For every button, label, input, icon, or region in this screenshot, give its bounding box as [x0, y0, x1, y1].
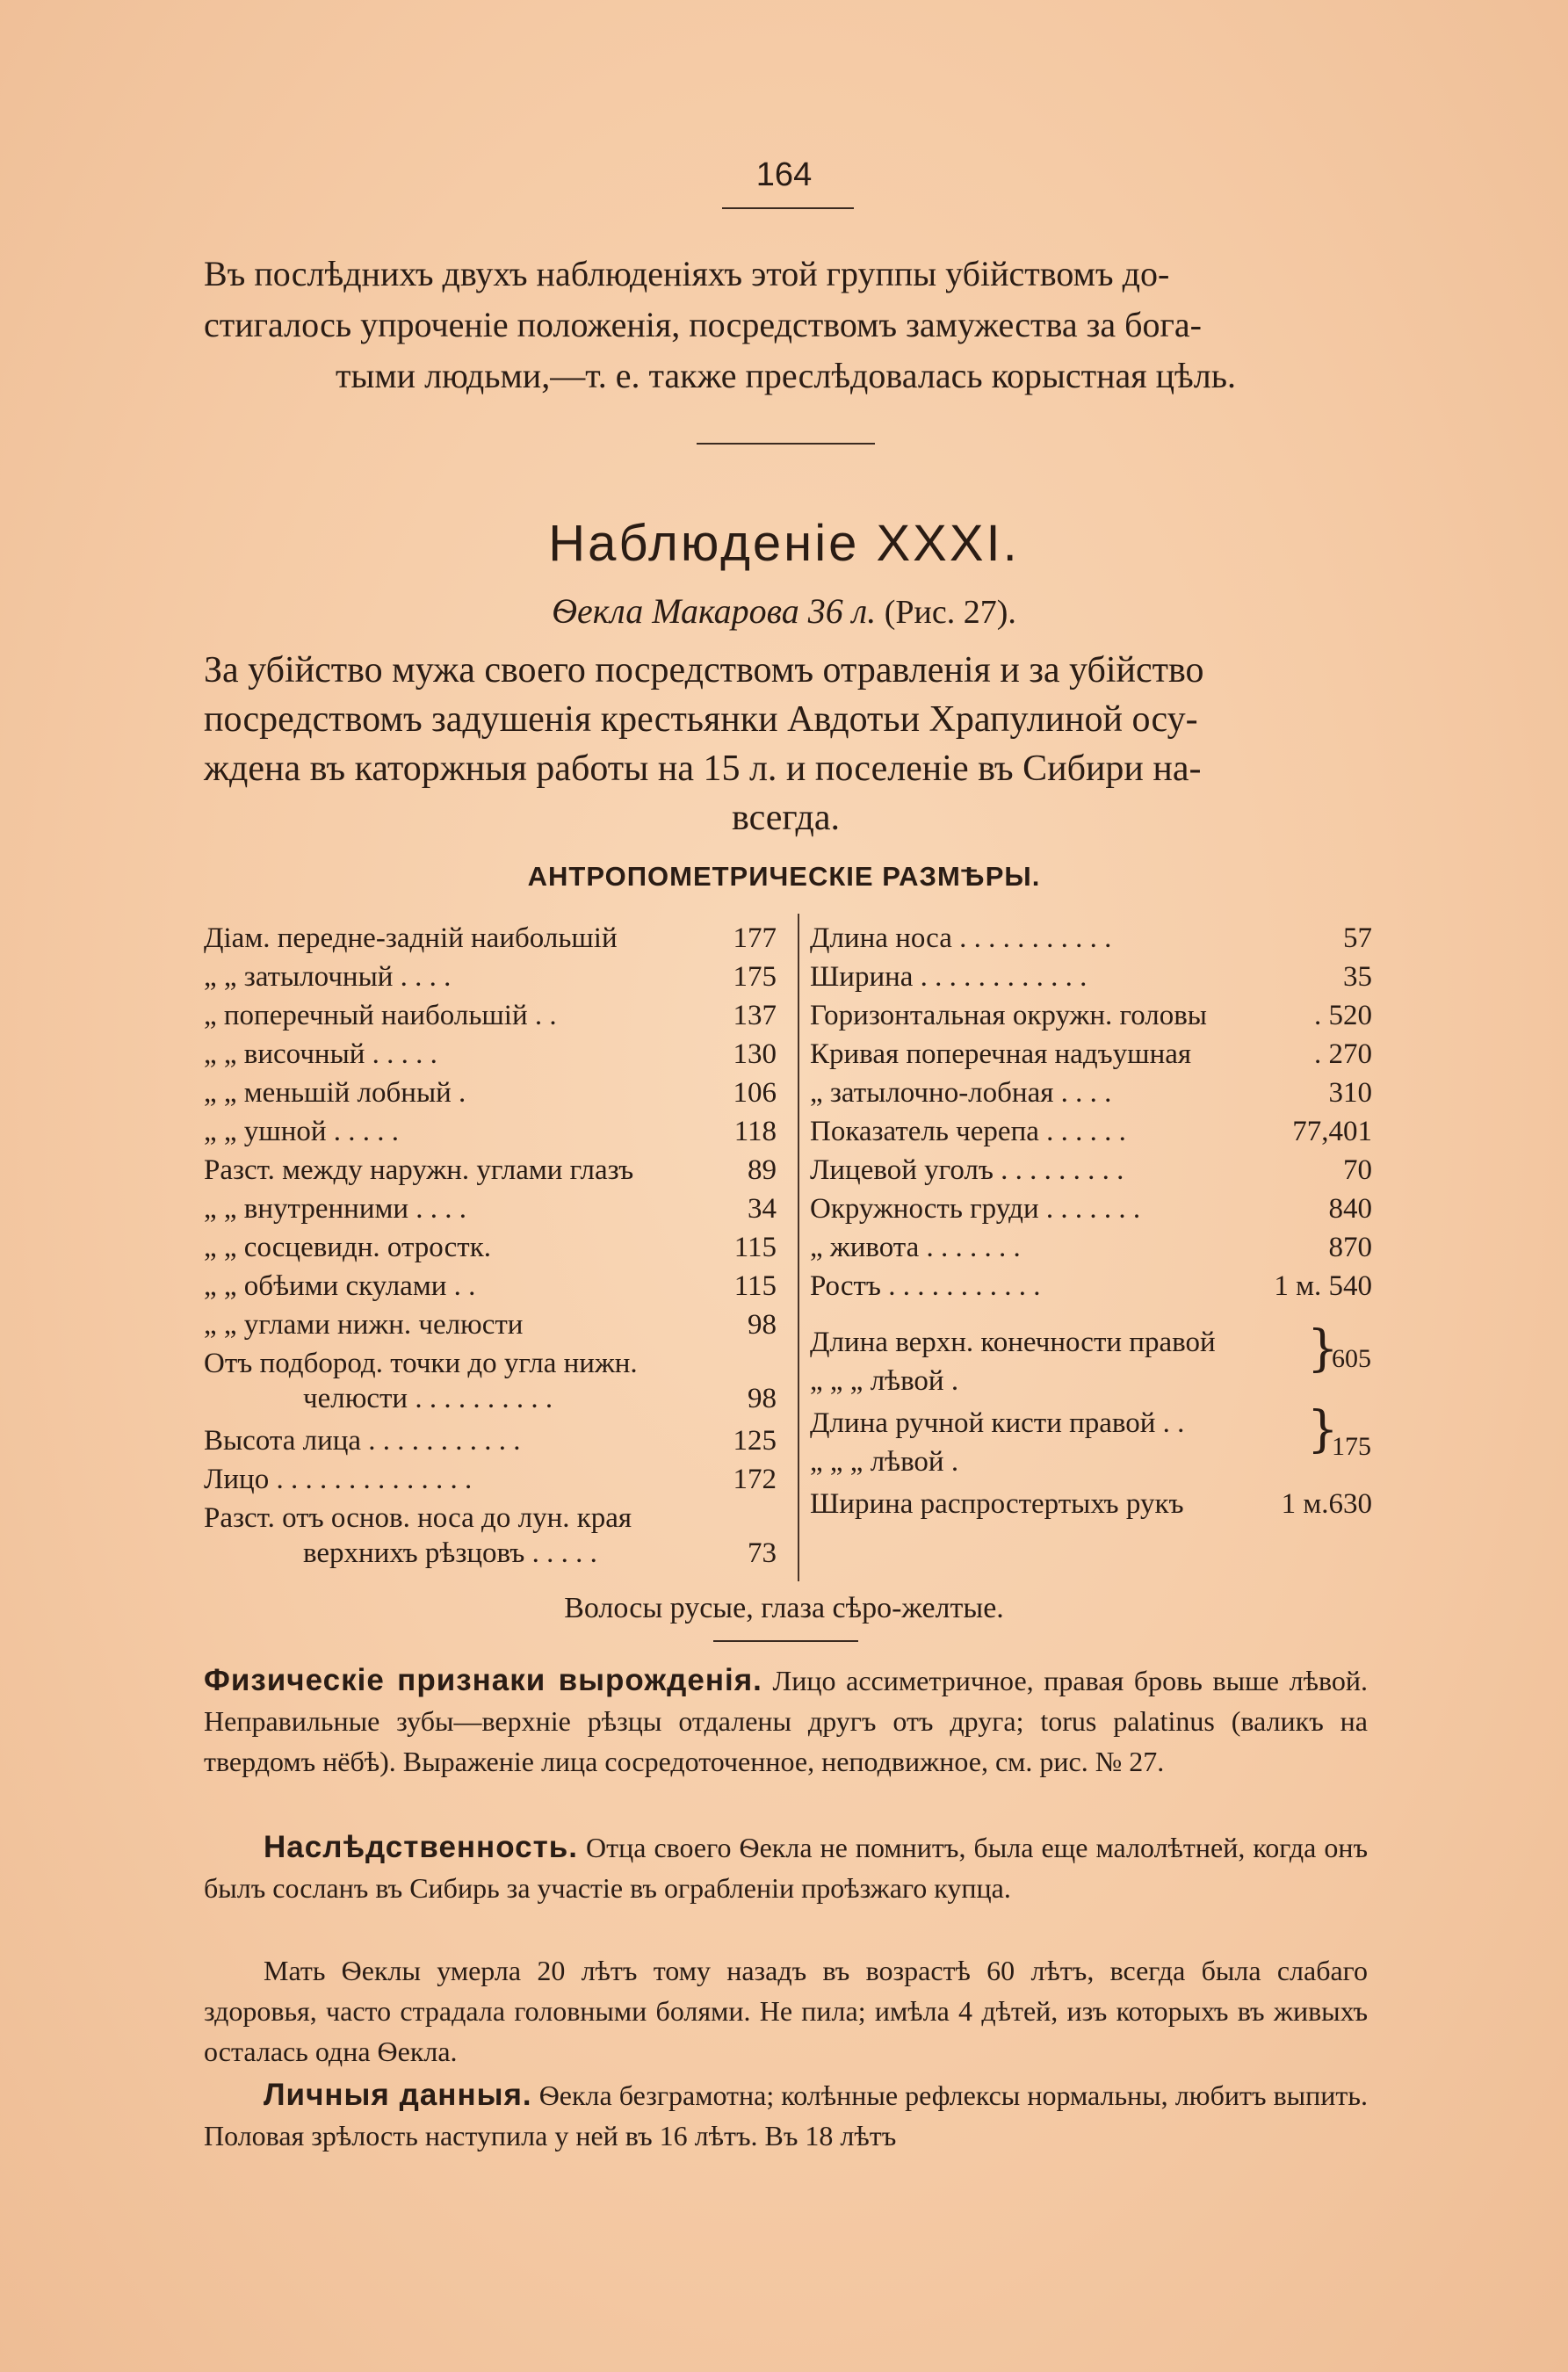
measurement-row: „ „ затылочный . . . . 175	[204, 961, 777, 993]
measurement-row: „ „ височный . . . . . 130	[204, 1038, 777, 1070]
measurement-row: „ „ обѣими скулами . . 115	[204, 1270, 777, 1302]
intro-line: Въ послѣднихъ двухъ наблюденіяхъ этой группы убійствомъ до-	[204, 254, 1170, 293]
section-text: Мать Ѳеклы умерла 20 лѣтъ тому назадъ въ возрастѣ 60 лѣтъ, всегда была слабаго здоровья, часто страдала головными болями. Не пила; имѣла 4 дѣтей, изъ которыхъ въ живыхъ осталась одна Ѳекла.	[204, 1955, 1368, 2067]
verdict-line: всегда.	[731, 798, 841, 838]
brace-hand-length: }	[1307, 1401, 1339, 1458]
measurement-row: Ширина . . . . . . . . . . . . 35	[810, 961, 1372, 993]
measurement-row: челюсти . . . . . . . . . . 98	[303, 1383, 777, 1414]
measurement-row: Длина ручной кисти правой . .	[810, 1407, 1185, 1439]
intro-line: стигалось упроченіе положенія, посредствомъ замужества за бога-	[204, 305, 1202, 344]
measurement-row: Ширина распростертыхъ рукъ 1 м.630	[810, 1488, 1372, 1520]
page-number-rule	[722, 207, 854, 209]
mother-paragraph	[204, 1950, 1368, 2072]
verdict-line: посредствомъ задушенія крестьянки Авдотьи Храпулиной осу-	[204, 699, 1198, 740]
degeneration-paragraph	[204, 1660, 1368, 1782]
measurements-heading: АНТРОПОМЕТРИЧЕСКІЕ РАЗМѢРЫ.	[527, 861, 1041, 892]
measurement-row: Показатель черепа . . . . . . 77,401	[810, 1116, 1372, 1147]
measurement-row: „ затылочно-лобная . . . . 310	[810, 1077, 1372, 1109]
measurement-row: верхнихъ рѣзцовъ . . . . . 73	[303, 1537, 777, 1569]
personal-paragraph	[204, 2075, 1368, 2156]
measurement-row: Горизонтальная окружн. головы . 520	[810, 1000, 1372, 1031]
measurement-row: „ „ „ лѣвой .	[810, 1365, 959, 1397]
verdict-line: ждена въ каторжныя работы на 15 л. и поселеніе въ Сибири на-	[204, 748, 1202, 789]
section-lead: Физическіе признаки вырожденія.	[204, 1663, 762, 1697]
figure-reference: (Рис. 27).	[884, 594, 1016, 631]
measurement-row: Разст. отъ основ. носа до лун. края	[204, 1502, 632, 1534]
hair-eyes-note: Волосы русые, глаза сѣро-желтые.	[564, 1592, 1004, 1624]
measurement-row: „ „ ушной . . . . . 118	[204, 1116, 777, 1147]
heredity-paragraph	[204, 1827, 1368, 1908]
measurement-row: „ „ сосцевидн. отростк. 115	[204, 1232, 777, 1263]
section-text: Лицо ассиметричное, правая бровь выше лѣвой. Неправильные зубы—верхніе рѣзцы отдалены другъ отъ друга; torus palatinus (валикъ на твердомъ нёбѣ). Выраженіе лица сосредоточенное, неподвижное, см. рис. № 27.	[204, 1665, 1369, 1777]
measurement-row: Длина верхн. конечности правой	[810, 1327, 1216, 1358]
section-lead: Наслѣдственность.	[264, 1830, 578, 1864]
measurement-row: Ростъ . . . . . . . . . . . 1 м. 540	[810, 1270, 1372, 1302]
measurement-row: Высота лица . . . . . . . . . . . 125	[204, 1425, 777, 1457]
verdict-line: За убійство мужа своего посредствомъ отравленія и за убійство	[204, 650, 1204, 691]
measurement-row: „ „ внутренними . . . . 34	[204, 1193, 777, 1225]
measurement-row: Длина носа . . . . . . . . . . . 57	[810, 922, 1372, 954]
section-lead: Личныя данныя.	[264, 2078, 532, 2112]
measurement-row: Лицевой уголъ . . . . . . . . . 70	[810, 1154, 1372, 1186]
measurement-row: „ „ меньшій лобный . 106	[204, 1077, 777, 1109]
verdict-paragraph	[204, 646, 1368, 842]
subject-name: Ѳекла Макарова 36 л.	[552, 591, 877, 631]
section-text: Ѳекла безграмотна; колѣнные рефлексы нормальны, любитъ выпить. Половая зрѣлость наступила у ней въ 16 лѣтъ. Въ 18 лѣтъ	[204, 2079, 1369, 2151]
intro-paragraph	[204, 249, 1368, 401]
section-text: Отца своего Ѳекла не помнитъ, была еще малолѣтней, когда онъ былъ сосланъ въ Сибирь за участіе въ ограбленіи проѣзжаго купца.	[204, 1832, 1369, 1904]
measurement-row: Окружность груди . . . . . . . 840	[810, 1193, 1372, 1225]
hand-length-value: 175	[1332, 1432, 1371, 1461]
section-divider	[697, 443, 875, 445]
column-divider	[798, 914, 799, 1581]
measurement-row: „ „ углами нижн. челюсти 98	[204, 1309, 777, 1341]
arm-length-value: 605	[1332, 1344, 1371, 1373]
intro-line: тыми людьми,—т. е. также преслѣдовалась корыстная цѣль.	[336, 356, 1236, 395]
page-number: 164	[755, 156, 813, 193]
measurement-row: Отъ подбород. точки до угла нижн.	[204, 1348, 638, 1379]
measurement-row: Разст. между наружн. углами глазъ 89	[204, 1154, 777, 1186]
measurement-row: „ „ „ лѣвой .	[810, 1446, 959, 1478]
subject-line	[0, 590, 1568, 632]
observation-title: Наблюденіе XXXI.	[548, 515, 1020, 572]
section-divider	[713, 1640, 858, 1642]
brace-arm-length: }	[1307, 1320, 1339, 1378]
measurement-row: Лицо . . . . . . . . . . . . . . 172	[204, 1464, 777, 1495]
measurement-row: „ поперечный наибольшій . . 137	[204, 1000, 777, 1031]
measurement-row: Кривая поперечная надъушная . 270	[810, 1038, 1372, 1070]
measurement-row: Діам. передне-заднiй наибольшій 177	[204, 922, 777, 954]
measurement-row: „ живота . . . . . . . 870	[810, 1232, 1372, 1263]
